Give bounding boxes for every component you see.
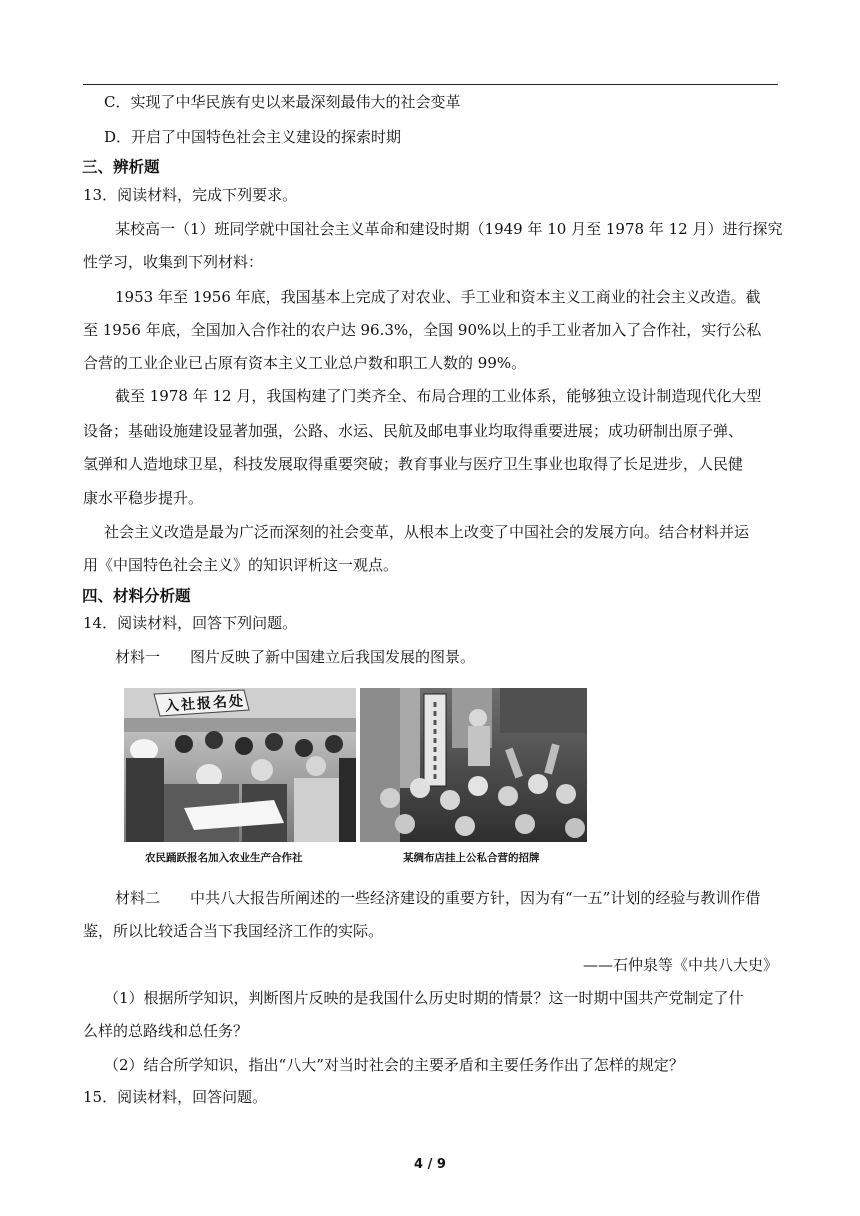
paragraph-line: 康水平稳步提升。 (83, 489, 204, 507)
section-heading-4: 四、材料分析题 (82, 587, 191, 605)
paragraph-line: 截至 1978 年 12 月，我国构建了门类齐全、布局合理的工业体系，能够独立设计制造现代化大型 (115, 387, 762, 405)
paragraph-line: 设备；基础设施建设显著加强，公路、水运、民航及邮电事业均取得重要进展；成功研制出原子弹、 (83, 422, 744, 440)
material-1: 材料一 图片反映了新中国建立后我国发展的图景。 (115, 648, 476, 666)
page-number: 4 / 9 (414, 1157, 446, 1172)
sub-question-1-cont: 么样的总路线和总任务？ (83, 1022, 249, 1040)
paragraph-line: 至 1956 年底，全国加入合作社的农户达 96.3%，全国 90%以上的手工业者加入了合作社，实行公私 (83, 321, 762, 339)
section-heading-3: 三、辨析题 (82, 158, 160, 176)
paragraph-line: 用《中国特色社会主义》的知识评析这一观点。 (83, 556, 399, 574)
option-c: C．实现了中华民族有史以来最深刻最伟大的社会变革 (104, 93, 461, 111)
material-2-line: 材料二 中共八大报告所阐述的一些经济建设的重要方针，因为有“一五”计划的经验与教训作借 (115, 889, 761, 907)
paragraph-line: 性学习，收集到下列材料： (83, 253, 264, 271)
paragraph-line: 氢弹和人造地球卫星，科技发展取得重要突破；教育事业与医疗卫生事业也取得了长足进步，人民健 (83, 455, 744, 473)
paragraph-line: 合营的工业企业已占原有资本主义工业总户数和职工人数的 99%。 (83, 354, 527, 372)
sub-question-1: （1）根据所学知识，判断图片反映的是我国什么历史时期的情景？这一时期中国共产党制定了什 (104, 989, 744, 1007)
question-14-title: 14．阅读材料，回答下列问题。 (83, 614, 298, 632)
paragraph-line: 社会主义改造是最为广泛而深刻的社会变革，从根本上改变了中国社会的发展方向。结合材料并运 (104, 523, 750, 541)
header-rule (83, 84, 778, 85)
option-d: D．开启了中国特色社会主义建设的探索时期 (104, 128, 402, 146)
sub-question-2: （2）结合所学知识，指出“八大”对当时社会的主要矛盾和主要任务作出了怎样的规定？ (104, 1056, 684, 1074)
photo-silk-store-sign (360, 688, 587, 842)
paragraph-line: 某校高一（1）班同学就中国社会主义革命和建设时期（1949 年 10 月至 1978 年 12 月）进行探究 (115, 220, 783, 238)
paragraph-line: 1953 年至 1956 年底，我国基本上完成了对农业、手工业和资本主义工商业的社会主义改造。截 (115, 288, 761, 306)
question-13-title: 13．阅读材料，完成下列要求。 (83, 186, 298, 204)
photo-1-caption: 农民踊跃报名加入农业生产合作社 (145, 852, 303, 864)
photo-2-caption: 某绸布店挂上公私合营的招牌 (403, 852, 540, 864)
question-15-title: 15．阅读材料，回答问题。 (83, 1088, 268, 1106)
material-2-source: ——石仲泉等《中共八大史》 (582, 956, 778, 974)
photo-sign-text: 入社报名处 (164, 693, 246, 715)
material-2-line: 鉴，所以比较适合当下我国经济工作的实际。 (83, 922, 384, 940)
